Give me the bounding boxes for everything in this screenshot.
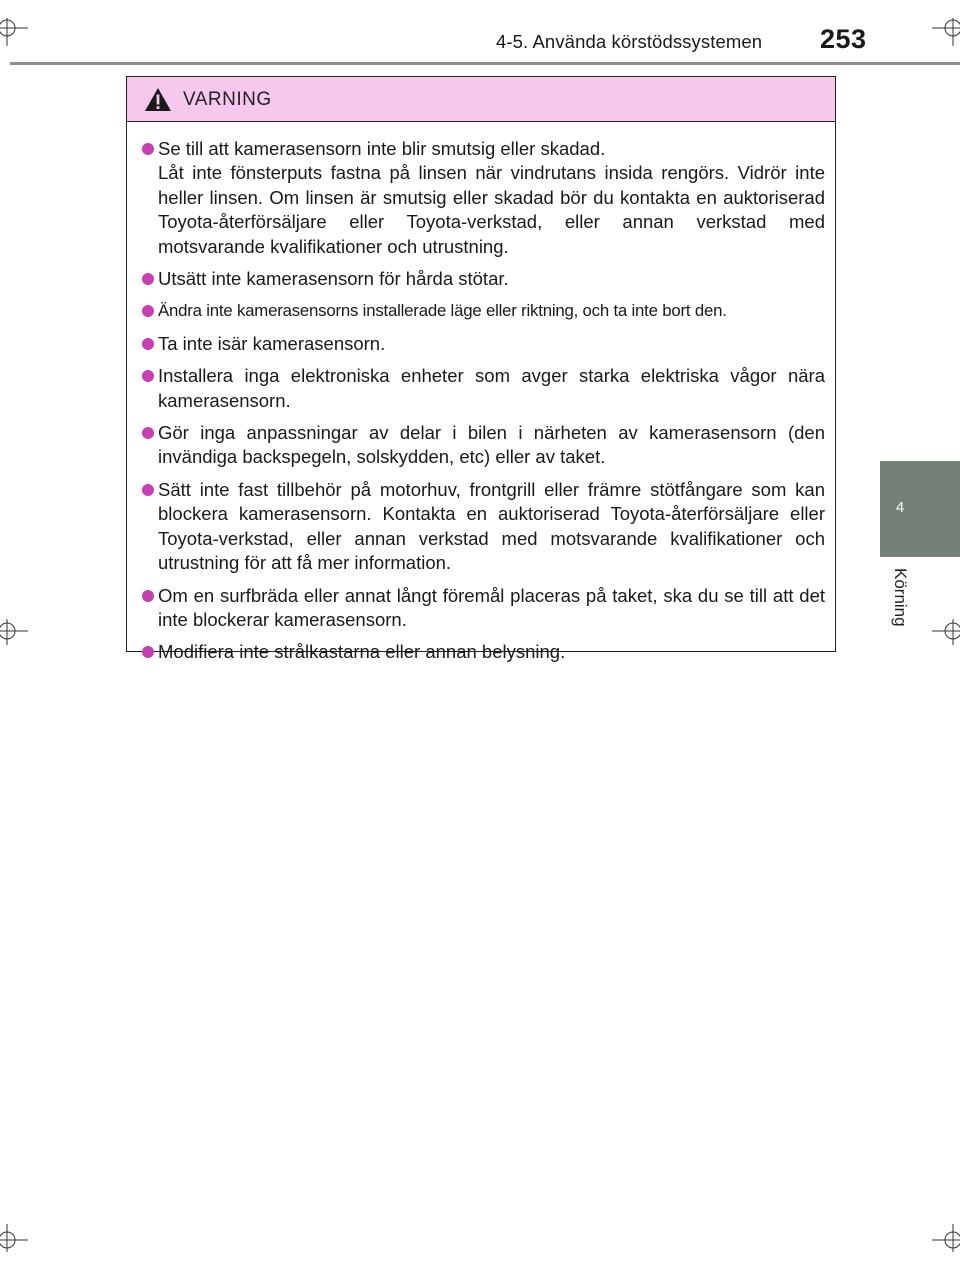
warning-item-body: Låt inte fönsterputs fastna på linsen när vindrutans insida rengörs. Vidrör inte heller linsen. Om linsen är smutsig eller skadad bör du kontakta en auktoriserad Toyota-återförsäljare eller Toyota-verkstad, eller annan verkstad med motsvarande kvalifikationer och utrustning. [158, 162, 825, 257]
bullet-icon [142, 338, 154, 350]
warning-item-text: Installera inga elektroniska enheter som avger starka elektriska vågor nära kamerasensorn. [158, 365, 825, 411]
bullet-icon [142, 143, 154, 155]
chapter-title: Körning [891, 568, 910, 627]
bullet-icon [142, 590, 154, 602]
warning-item [142, 137, 825, 259]
registration-mark-bottom-right [930, 1222, 960, 1252]
warning-item-text: Utsätt inte kamerasensorn för hårda stötar. [158, 268, 509, 290]
page-number: 253 [820, 24, 867, 54]
warning-item [142, 364, 825, 413]
warning-item-text: Ändra inte kamerasensorns installerade läge eller riktning, och ta inte bort den. [158, 301, 727, 321]
warning-title: VARNING [183, 89, 272, 110]
warning-item-text: Modifiera inte strålkastarna eller annan belysning. [158, 641, 566, 663]
bullet-icon [142, 427, 154, 439]
warning-box [126, 76, 836, 663]
warning-item [142, 421, 825, 470]
registration-mark-top-left [0, 18, 30, 48]
bullet-icon [142, 305, 154, 317]
warning-item-text: Om en surfbräda eller annat långt föremål placeras på taket, ska du se till att det inte blockerar kamerasensorn. [158, 584, 825, 630]
warning-triangle-icon [144, 87, 172, 112]
warning-list [127, 122, 835, 665]
chapter-number: 4 [895, 499, 905, 516]
registration-mark-mid-right [930, 617, 960, 647]
warning-item-text: Sätt inte fast tillbehör på motorhuv, frontgrill eller främre stötfångare som kan blockera kamerasensorn. Kontakta en auktoriserad Toyota-återförsäljare eller Toyota-verkstad, eller annan verkstad med motsvarande kvalifikationer och utrustning för att få mer information. [158, 478, 825, 574]
warning-item-text: Ta inte isär kamerasensorn. [158, 332, 386, 354]
header-divider [10, 62, 960, 65]
registration-mark-top-right [930, 18, 960, 48]
registration-mark-bottom-left [0, 1222, 30, 1252]
section-title: 4-5. Använda körstödssystemen [496, 31, 763, 52]
warning-item [142, 640, 825, 664]
warning-item-text: Gör inga anpassningar av delar i bilen i närheten av kamerasensorn (den invändiga backspegeln, solskydden, etc) eller av taket. [158, 422, 825, 468]
warning-item [142, 332, 825, 356]
warning-item-lead: Se till att kamerasensorn inte blir smutsig eller skadad. [158, 138, 606, 159]
bullet-icon [142, 370, 154, 382]
bullet-icon [142, 484, 154, 496]
bullet-icon [142, 273, 154, 285]
bullet-icon [142, 646, 154, 658]
registration-mark-mid-left [0, 617, 30, 647]
warning-header [127, 77, 835, 122]
warning-item [142, 299, 825, 323]
warning-item [142, 267, 825, 291]
warning-item [142, 584, 825, 633]
warning-item [142, 478, 825, 576]
